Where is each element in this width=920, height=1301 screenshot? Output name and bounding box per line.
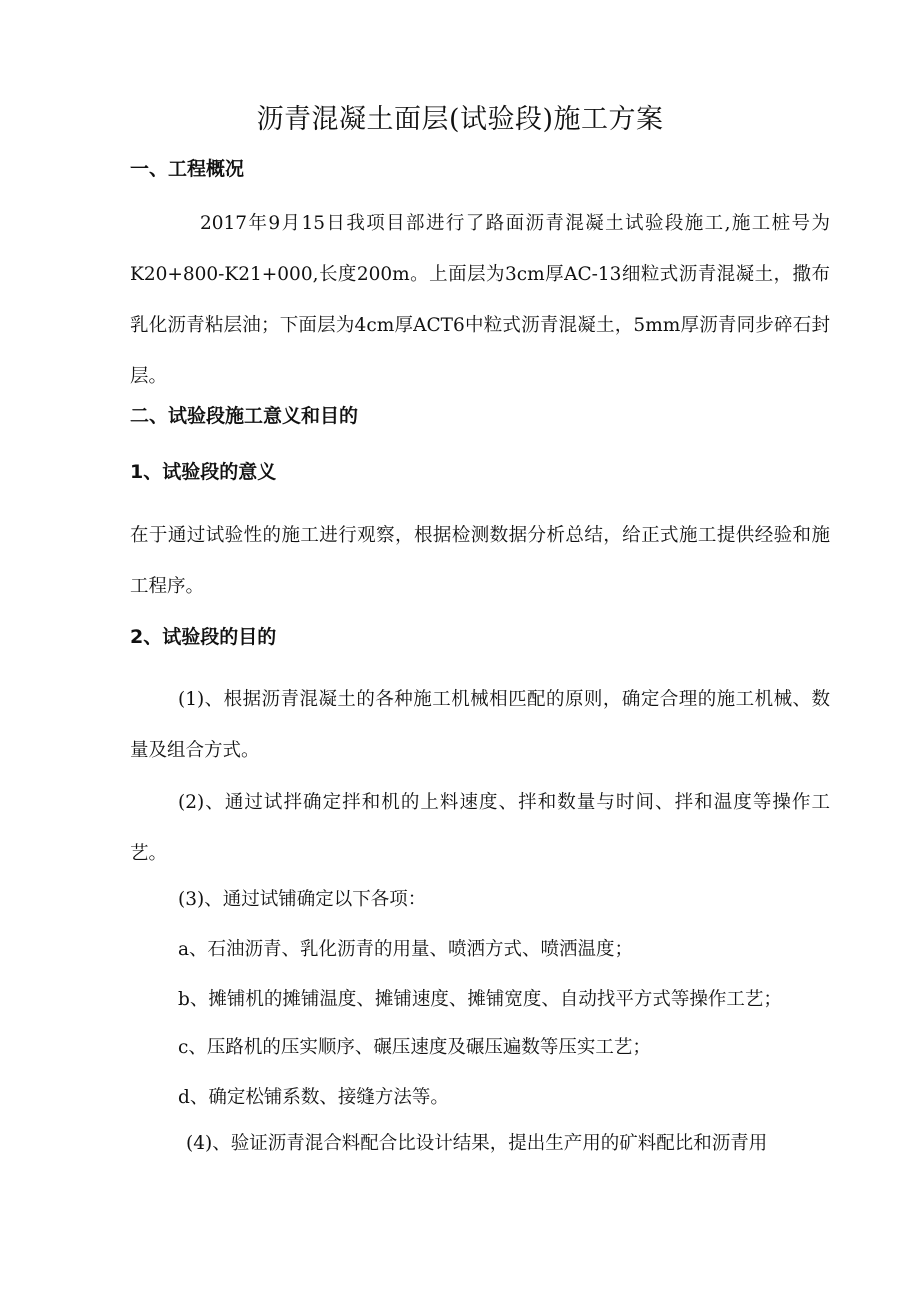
objective-item-3: (3)、通过试铺确定以下各项： — [178, 889, 427, 910]
objective-item-4: (4)、验证沥青混合料配合比设计结果，提出生产用的矿料配比和沥青用 — [186, 1133, 768, 1154]
objective-item-1: (1)、根据沥青混凝土的各种施工机械相匹配的原则，确定合理的施工机械、数量及组合方式。 — [130, 689, 830, 761]
objective-item-2: (2)、通过试拌确定拌和机的上料速度、拌和数量与时间、拌和温度等操作工艺。 — [130, 792, 830, 864]
document-title: 沥青混凝土面层(试验段)施工方案 — [256, 104, 664, 135]
overview-paragraph: 2017年9月15日我项目部进行了路面沥青混凝土试验段施工,施工桩号为K20+800-K21+000,长度200m。上面层为3cm厚AC-13细粒式沥青混凝土，撒布乳化沥青粘层油；下面层为4cm厚ACT6中粒式沥青混凝土，5mm厚沥青同步碎石封层。 — [130, 213, 830, 387]
section-heading-purpose: 二、试验段施工意义和目的 — [130, 405, 359, 427]
section-heading-overview: 一、工程概况 — [130, 158, 245, 180]
subheading-objectives: 2、试验段的目的 — [130, 626, 277, 648]
objective-item-3d: d、确定松铺系数、接缝方法等。 — [178, 1087, 449, 1108]
objective-item-3c: c、压路机的压实顺序、碾压速度及碾压遍数等压实工艺； — [178, 1037, 651, 1058]
objective-item-3a: a、石油沥青、乳化沥青的用量、喷洒方式、喷洒温度； — [178, 939, 634, 960]
subheading-significance: 1、试验段的意义 — [130, 461, 277, 483]
objective-item-3b: b、摊铺机的摊铺温度、摊铺速度、摊铺宽度、自动找平方式等操作工艺； — [178, 989, 782, 1010]
significance-paragraph: 在于通过试验性的施工进行观察，根据检测数据分析总结，给正式施工提供经验和施工程序。 — [130, 525, 830, 597]
